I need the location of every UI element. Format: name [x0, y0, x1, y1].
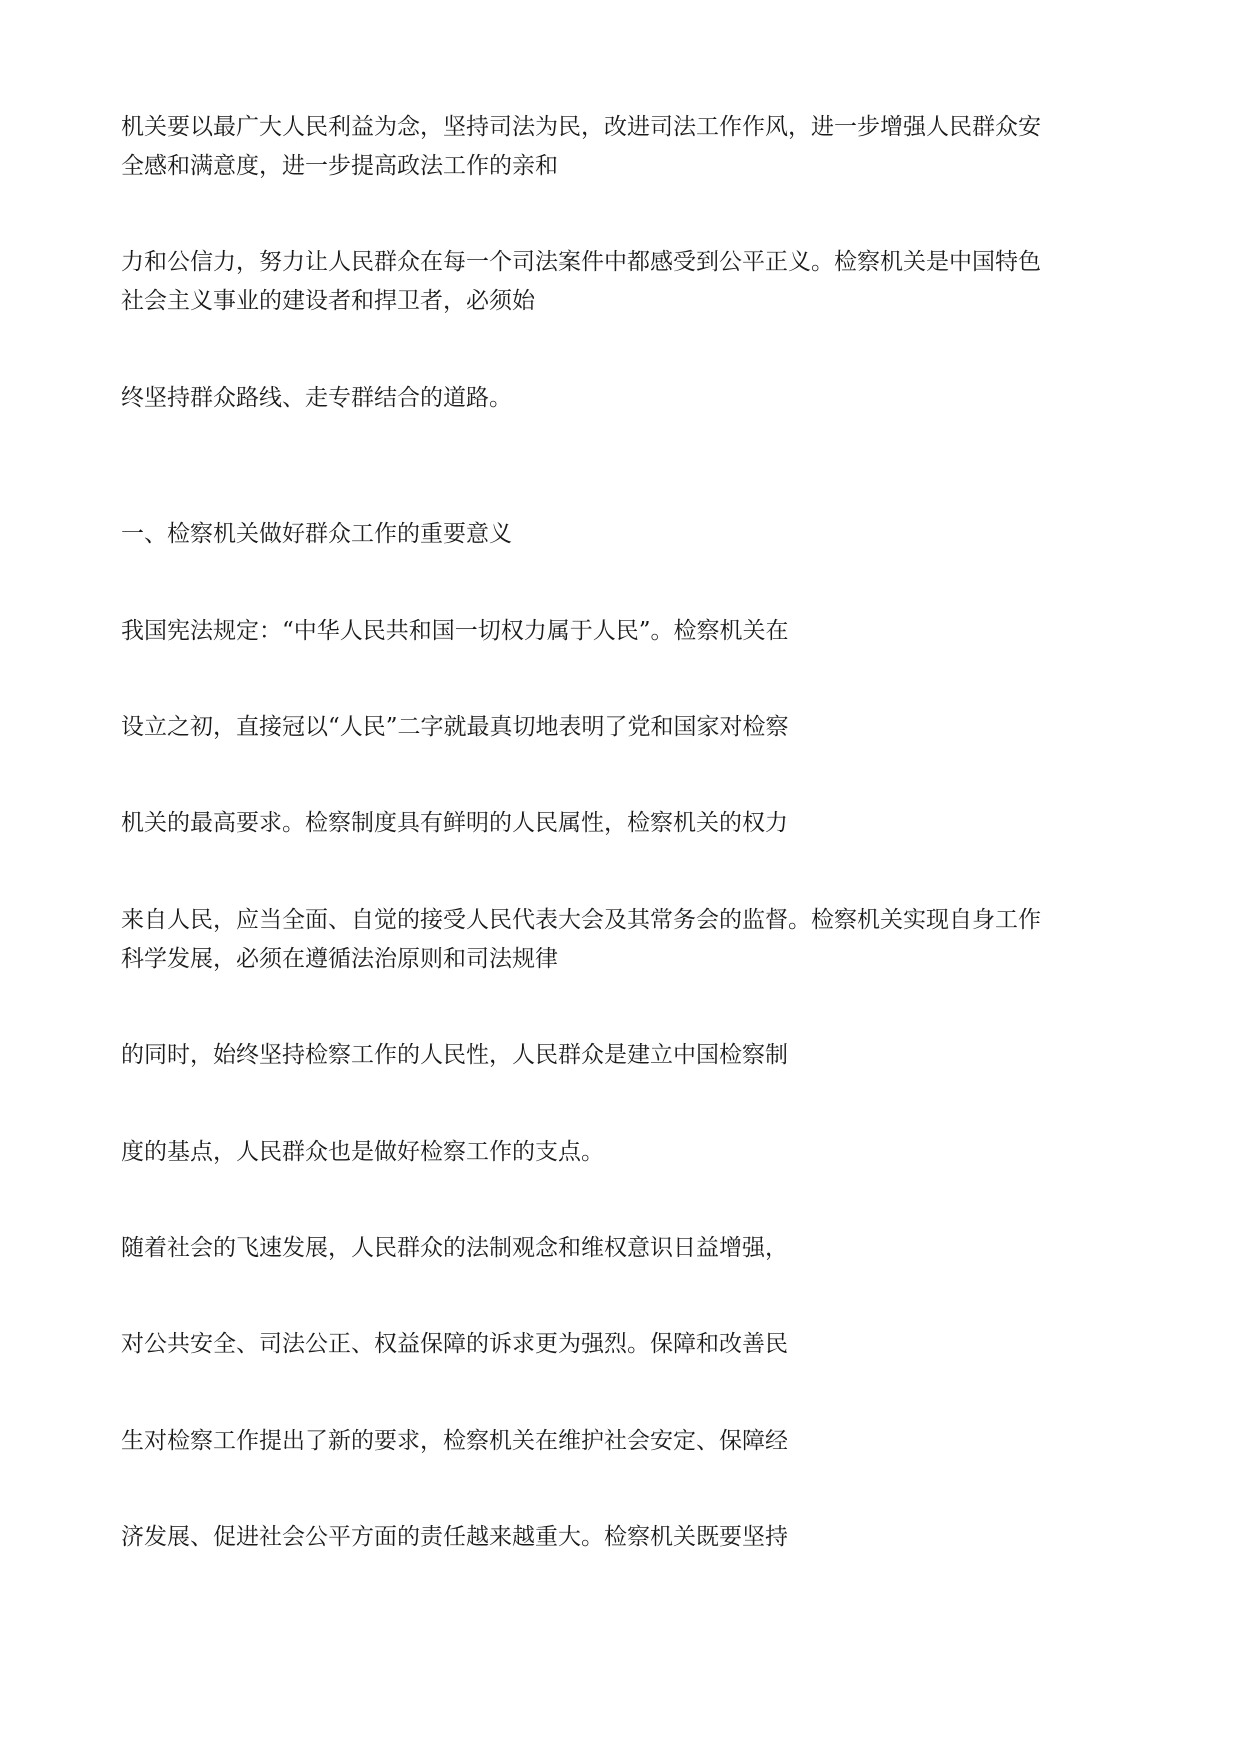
- paragraph-11: [121, 1229, 1131, 1268]
- paragraph-14: [121, 1518, 1131, 1557]
- paragraph-2: [121, 243, 1131, 321]
- paragraph-line: 我国宪法规定：“中华人民共和国一切权力属于人民”。检察机关在: [121, 618, 789, 644]
- paragraph-line: 社会主义事业的建设者和捍卫者，必须始: [121, 288, 535, 314]
- paragraph-1: [121, 108, 1131, 186]
- paragraph-8: [121, 901, 1131, 979]
- paragraph-13: [121, 1422, 1131, 1461]
- paragraph-line: 来自人民，应当全面、自觉的接受人民代表大会及其常务会的监督。检察机关实现自身工作: [121, 907, 1041, 933]
- paragraph-line: 科学发展，必须在遵循法治原则和司法规律: [121, 946, 558, 972]
- paragraph-line: 的同时，始终坚持检察工作的人民性，人民群众是建立中国检察制: [121, 1042, 788, 1068]
- paragraph-line: 设立之初，直接冠以“人民”二字就最真切地表明了党和国家对检察: [121, 714, 789, 740]
- paragraph-line: 全感和满意度，进一步提高政法工作的亲和: [121, 153, 558, 179]
- paragraph-6: [121, 708, 1131, 747]
- paragraph-3: [121, 379, 1131, 418]
- paragraph-line: 终坚持群众路线、走专群结合的道路。: [121, 385, 512, 411]
- paragraph-line: 济发展、促进社会公平方面的责任越来越重大。检察机关既要坚持: [121, 1524, 788, 1550]
- paragraph-12: [121, 1325, 1131, 1364]
- paragraph-line: 力和公信力，努力让人民群众在每一个司法案件中都感受到公平正义。检察机关是中国特色: [121, 249, 1041, 275]
- paragraph-7: [121, 804, 1131, 843]
- paragraph-line: 度的基点，人民群众也是做好检察工作的支点。: [121, 1139, 604, 1165]
- paragraph-line: 机关要以最广大人民利益为念，坚持司法为民，改进司法工作作风，进一步增强人民群众安: [121, 114, 1041, 140]
- paragraph-line: 机关的最高要求。检察制度具有鲜明的人民属性，检察机关的权力: [121, 810, 788, 836]
- paragraph-9: [121, 1036, 1131, 1075]
- section-heading-text: 一、检察机关做好群众工作的重要意义: [121, 521, 512, 547]
- paragraph-line: 随着社会的飞速发展，人民群众的法制观念和维权意识日益增强，: [121, 1235, 788, 1261]
- paragraph-10: [121, 1133, 1131, 1172]
- paragraph-line: 对公共安全、司法公正、权益保障的诉求更为强烈。保障和改善民: [121, 1331, 788, 1357]
- paragraph-5: [121, 612, 1131, 651]
- paragraph-line: 生对检察工作提出了新的要求，检察机关在维护社会安定、保障经: [121, 1428, 788, 1454]
- section-heading: [121, 515, 1131, 554]
